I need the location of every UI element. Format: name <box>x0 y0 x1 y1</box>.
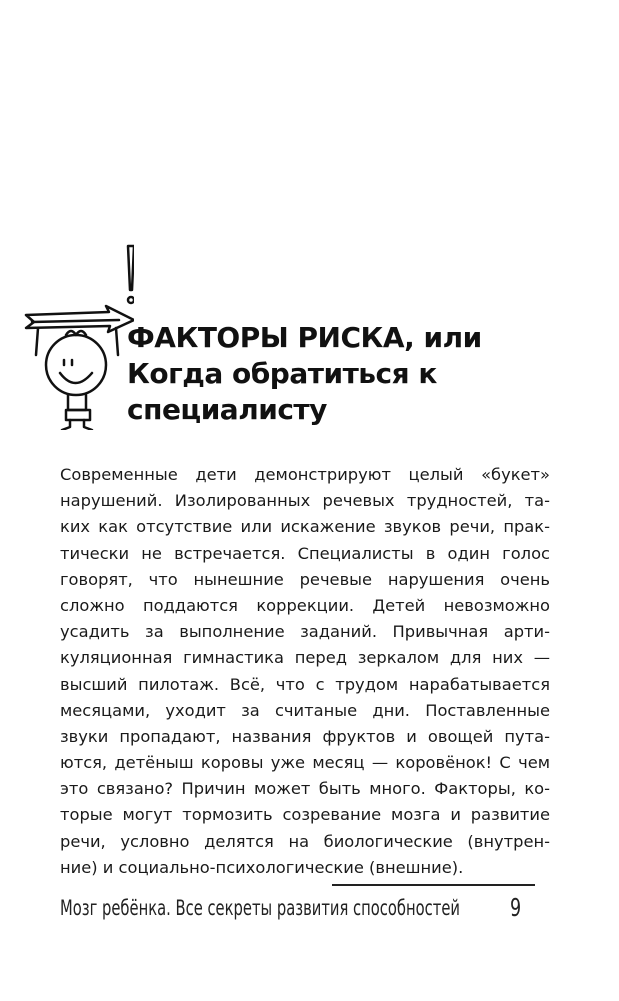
text-line: ких как отсутствие или искажение звуков речи, прак- <box>60 517 550 537</box>
heading-line: ФАКТОРЫ РИСКА, или <box>127 321 482 354</box>
text-line: это связано? Причин может быть много. Факторы, ко- <box>60 779 550 799</box>
heading-line: специалисту <box>127 393 327 426</box>
text-line: говорят, что нынешние речевые нарушения очень <box>60 569 550 589</box>
text-line: торые могут тормозить созревание мозга и развитие <box>60 805 550 825</box>
arrow-icon <box>26 306 134 332</box>
footer-rule <box>332 884 535 886</box>
page-number: 9 <box>510 893 522 922</box>
text-line: звуки пропадают, названия фруктов и овощей пута- <box>60 726 550 746</box>
text-line: Современные дети демонстрируют целый «букет» <box>60 465 550 484</box>
boy-with-arrow-illustration <box>24 240 134 430</box>
text-line: высший пилотаж. Всё, что с трудом нарабатывается <box>60 674 550 694</box>
exclamation-icon <box>128 246 134 303</box>
running-footer-title: Мозг ребёнка. Все секреты развития способностей <box>60 896 460 920</box>
text-line: ние) и социально-психологические (внешние). <box>60 857 464 877</box>
text-line: месяцами, уходит за считаные дни. Поставленные <box>60 700 550 720</box>
body-paragraph <box>60 462 550 881</box>
heading-line: Когда обратиться к <box>127 357 437 390</box>
text-line: куляционная гимнастика перед зеркалом для них — <box>60 648 550 668</box>
text-line: нарушений. Изолированных речевых трудностей, та- <box>60 491 550 511</box>
text-line: речи, условно делятся на биологические (внутрен- <box>60 831 550 851</box>
text-line: ются, детёныш коровы уже месяц — коровёнок! С чем <box>60 753 550 773</box>
text-line: усадить за выполнение заданий. Привычная арти- <box>60 622 550 642</box>
chapter-heading <box>127 320 482 428</box>
text-line: сложно поддаются коррекции. Детей невозможно <box>60 595 550 615</box>
text-line: тически не встречается. Специалисты в один голос <box>60 543 550 563</box>
